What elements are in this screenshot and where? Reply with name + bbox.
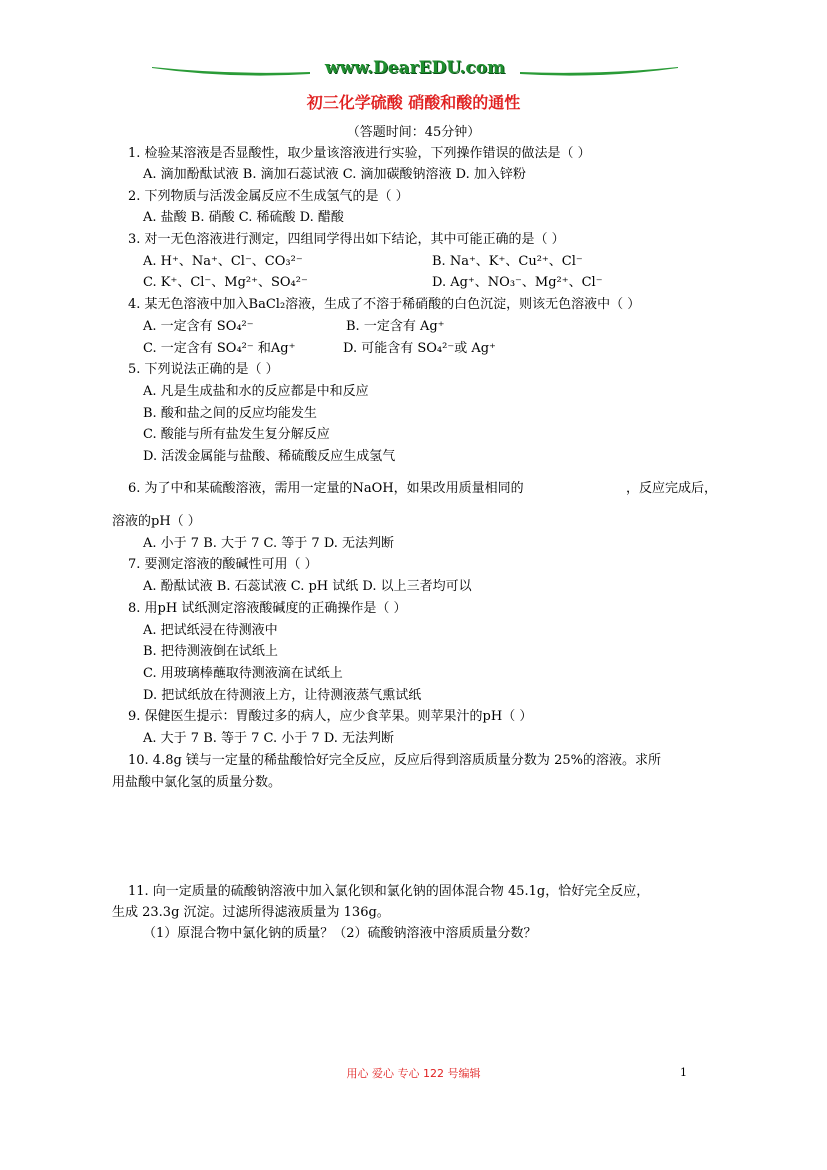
question-4: 4. 某无色溶液中加入BaCl₂溶液，生成了不溶于稀硝酸的白色沉淀，则该无色溶液中（ ）	[128, 297, 641, 312]
question-4-option-c: C. 一定含有 SO₄²⁻ 和Ag⁺	[143, 341, 296, 356]
site-logo	[150, 55, 680, 85]
question-9: 9. 保健医生提示：胃酸过多的病人，应少食苹果。则苹果汁的pH（ ）	[128, 709, 533, 724]
question-10: 10. 4.8g 镁与一定量的稀盐酸恰好完全反应，反应后得到溶质质量分数为 25%的溶液。求所	[128, 753, 661, 768]
page-title: 初三化学硫酸 硝酸和酸的通性	[306, 93, 521, 112]
question-4-option-d: D. 可能含有 SO₄²⁻或 Ag⁺	[343, 341, 496, 356]
question-3: 3. 对一无色溶液进行测定，四组同学得出如下结论，其中可能正确的是（ ）	[128, 232, 565, 247]
question-8-option-c: C. 用玻璃棒蘸取待测液滴在试纸上	[143, 666, 343, 681]
question-10-line-2: 用盐酸中氯化氢的质量分数。	[112, 775, 282, 790]
time-note: （答题时间：45分钟）	[346, 125, 481, 140]
question-6: 6. 为了中和某硫酸溶液，需用一定量的NaOH，如果改用质量相同的	[128, 481, 524, 496]
question-8-option-b: B. 把待测液倒在试纸上	[143, 644, 278, 659]
question-1: 1. 检验某溶液是否显酸性，取少量该溶液进行实验，下列操作错误的做法是（ ）	[128, 146, 591, 161]
question-5-option-d: D. 活泼金属能与盐酸、稀硫酸反应生成氢气	[143, 449, 396, 464]
question-6-options: A. 小于 7 B. 大于 7 C. 等于 7 D. 无法判断	[143, 536, 395, 551]
question-6-continuation: ，反应完成后，	[626, 481, 718, 496]
question-2-options: A. 盐酸 B. 硝酸 C. 稀硫酸 D. 醋酸	[143, 210, 344, 225]
logo-text: www.DearEDU.com	[324, 58, 506, 78]
question-5: 5. 下列说法正确的是（ ）	[128, 362, 279, 377]
footer-text: 用心 爱心 专心 122 号编辑	[346, 1067, 481, 1080]
question-5-option-c: C. 酸能与所有盐发生复分解反应	[143, 427, 330, 442]
question-9-options: A. 大于 7 B. 等于 7 C. 小于 7 D. 无法判断	[143, 731, 395, 746]
question-3-option-d: D. Ag⁺、NO₃⁻、Mg²⁺、Cl⁻	[432, 275, 603, 290]
question-11-line-2: 生成 23.3g 沉淀。过滤所得滤液质量为 136g。	[112, 905, 390, 920]
question-3-option-c: C. K⁺、Cl⁻、Mg²⁺、SO₄²⁻	[143, 275, 308, 290]
question-4-option-b: B. 一定含有 Ag⁺	[346, 319, 445, 334]
page-number: 1	[680, 1066, 687, 1079]
question-1-options: A. 滴加酚酞试液 B. 滴加石蕊试液 C. 滴加碳酸钠溶液 D. 加入锌粉	[143, 167, 526, 182]
question-3-option-a: A. H⁺、Na⁺、Cl⁻、CO₃²⁻	[143, 254, 303, 269]
question-8-option-a: A. 把试纸浸在待测液中	[143, 623, 278, 638]
question-7-options: A. 酚酞试液 B. 石蕊试液 C. pH 试纸 D. 以上三者均可以	[143, 579, 472, 594]
question-8-option-d: D. 把试纸放在待测液上方，让待测液蒸气熏试纸	[143, 688, 422, 703]
question-5-option-b: B. 酸和盐之间的反应均能发生	[143, 406, 317, 421]
question-7: 7. 要测定溶液的酸碱性可用（ ）	[128, 557, 318, 572]
question-5-option-a: A. 凡是生成盐和水的反应都是中和反应	[143, 384, 369, 399]
question-11: 11. 向一定质量的硫酸钠溶液中加入氯化钡和氯化钠的固体混合物 45.1g，恰好完全反应，	[128, 884, 650, 899]
question-4-option-a: A. 一定含有 SO₄²⁻	[143, 319, 254, 334]
question-2: 2. 下列物质与活泼金属反应不生成氢气的是（ ）	[128, 189, 409, 204]
question-6-line-2: 溶液的pH（ ）	[112, 514, 201, 529]
question-11-subquestions: （1）原混合物中氯化钠的质量？（2）硫酸钠溶液中溶质质量分数？	[143, 926, 537, 941]
question-3-option-b: B. Na⁺、K⁺、Cu²⁺、Cl⁻	[432, 254, 583, 269]
question-8: 8. 用pH 试纸测定溶液酸碱度的正确操作是（ ）	[128, 601, 407, 616]
